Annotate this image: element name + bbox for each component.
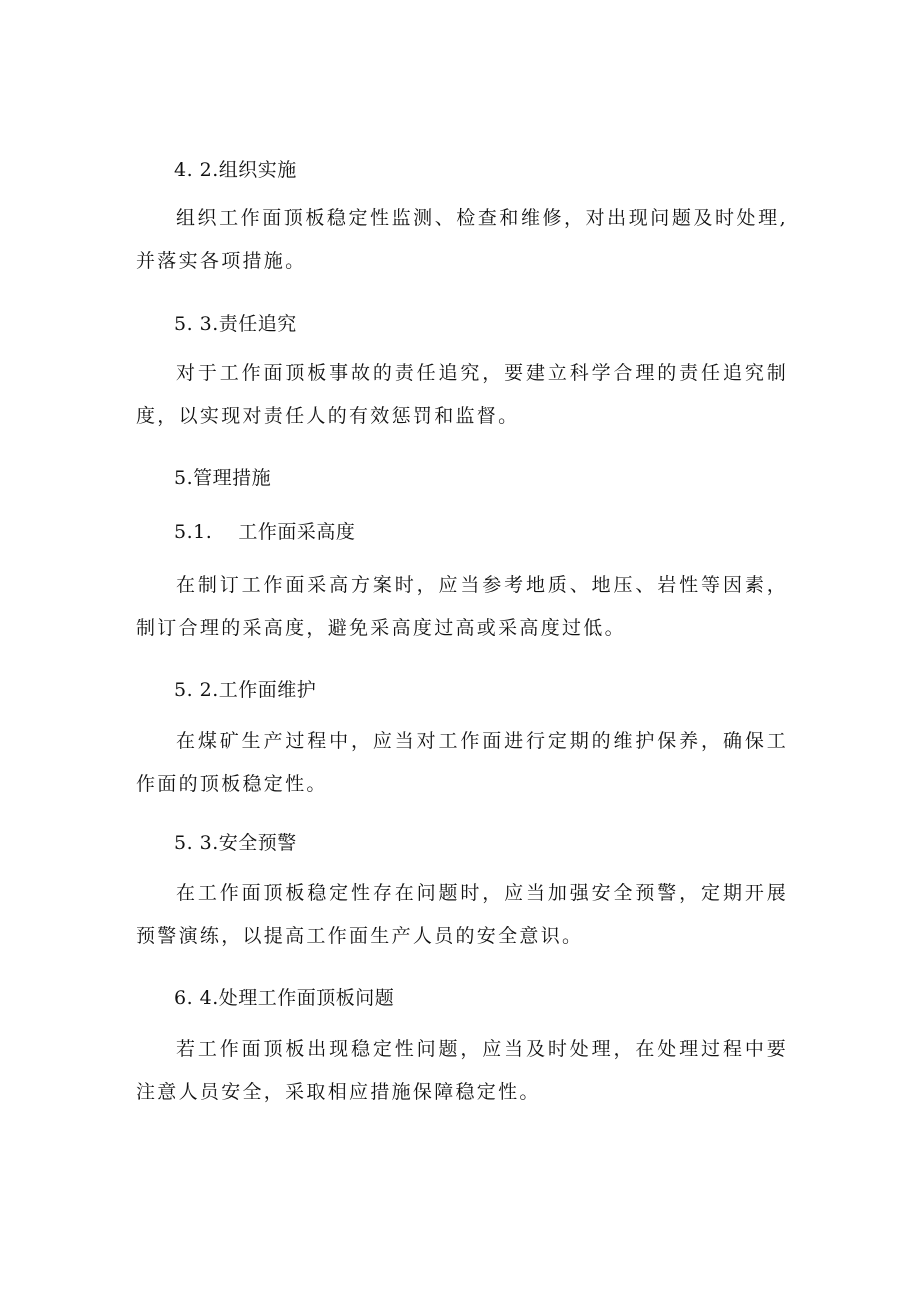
section-paragraph: 在工作面顶板稳定性存在问题时，应当加强安全预警，定期开展预警演练，以提高工作面生产人员的安全意识。 (136, 882, 788, 947)
section-heading: 5. 3.责任追究 (174, 313, 297, 335)
section-paragraph: 组织工作面顶板稳定性监测、检查和维修，对出现问题及时处理,并落实各项措施。 (136, 207, 788, 272)
section-paragraph: 若工作面顶板出现稳定性问题，应当及时处理，在处理过程中要注意人员安全，采取相应措施保障稳定性。 (136, 1038, 788, 1103)
section-heading: 5.管理措施 (174, 467, 272, 489)
section-heading: 4. 2.组织实施 (174, 159, 297, 181)
section-heading: 6. 4.处理工作面顶板问题 (174, 987, 395, 1009)
section-heading: 5. 3.安全预警 (174, 832, 297, 854)
section-paragraph: 对于工作面顶板事故的责任追究，要建立科学合理的责任追究制度，以实现对责任人的有效惩罚和监督。 (136, 362, 788, 427)
section-heading: 5. 2.工作面维护 (174, 679, 317, 701)
section-heading: 5.1. 工作面采高度 (174, 521, 356, 543)
section-paragraph: 在制订工作面采高方案时，应当参考地质、地压、岩性等因素，制订合理的采高度，避免采高度过高或采高度过低。 (136, 574, 788, 639)
section-paragraph: 在煤矿生产过程中，应当对工作面进行定期的维护保养，确保工作面的顶板稳定性。 (136, 730, 788, 795)
